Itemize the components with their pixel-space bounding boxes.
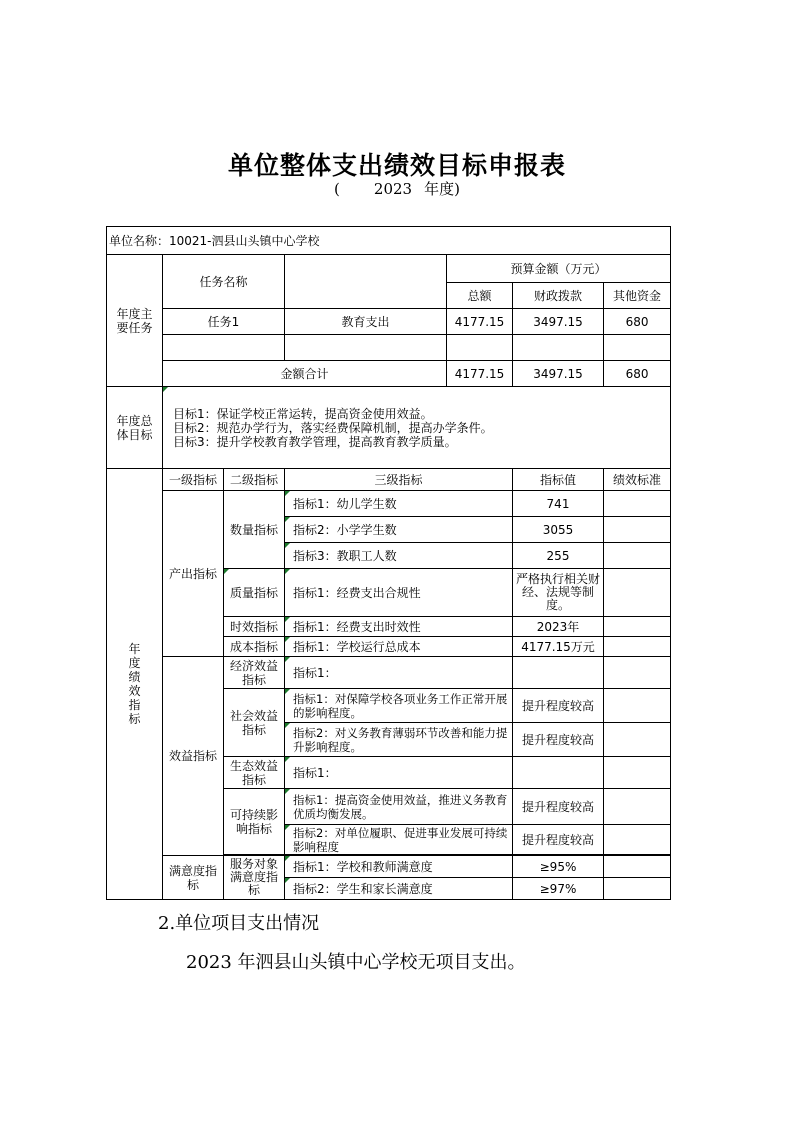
header-level1: 一级指标 <box>163 469 224 491</box>
col-other-header: 其他资金 <box>604 283 671 309</box>
section-heading: 2.单位项目支出情况 <box>158 913 320 934</box>
cost-indicator: 成本指标 <box>224 637 285 657</box>
header-level3: 三级指标 <box>285 469 513 491</box>
annual-task-label <box>107 255 163 387</box>
subtitle-suffix: 年度) <box>424 180 460 198</box>
benefit-indicator: 效益指标 <box>163 657 224 856</box>
output-indicator: 产出指标 <box>163 491 224 657</box>
task-row-name: 任务1 <box>163 309 285 335</box>
task-row-fiscal: 3497.15 <box>513 309 604 335</box>
sum-label: 金额合计 <box>163 361 447 387</box>
empty-task-cell <box>447 335 513 361</box>
indicator-text: 指标2：对单位履职、促进事业发展可持续影响程度 <box>285 825 513 855</box>
indicator-standard <box>604 569 671 617</box>
task-row-content: 教育支出 <box>285 309 447 335</box>
indicator-value <box>513 757 604 789</box>
indicator-value: 4177.15万元 <box>513 637 604 657</box>
empty-task-cell <box>163 335 285 361</box>
indicator-standard <box>604 789 671 825</box>
sustainable-indicator: 可持续影响指标 <box>224 789 285 855</box>
quantity-indicator: 数量指标 <box>224 491 285 569</box>
indicator-text: 指标1： <box>285 757 513 789</box>
indicator-value: 提升程度较高 <box>513 789 604 825</box>
indicator-text: 指标2：小学学生数 <box>285 517 513 543</box>
indicator-text: 指标1：学校运行总成本 <box>285 637 513 657</box>
indicator-standard <box>604 856 671 878</box>
economic-indicator: 经济效益指标 <box>224 657 285 689</box>
indicator-text: 指标2：学生和家长满意度 <box>285 878 513 900</box>
indicator-standard <box>604 723 671 757</box>
social-indicator: 社会效益指标 <box>224 689 285 757</box>
indicator-standard <box>604 517 671 543</box>
task-row-other: 680 <box>604 309 671 335</box>
ecological-indicator: 生态效益指标 <box>224 757 285 789</box>
empty-task-cell <box>513 335 604 361</box>
quality-indicator: 质量指标 <box>224 569 285 617</box>
indicator-value: 严格执行相关财经、法规等制度。 <box>513 569 604 617</box>
indicator-standard <box>604 637 671 657</box>
indicator-text: 指标1：提高资金使用效益，推进义务教育优质均衡发展。 <box>285 789 513 825</box>
annual-goal-content <box>163 387 671 469</box>
indicator-standard <box>604 757 671 789</box>
goal-item: 目标2：规范办学行为，落实经费保障机制，提高办学条件。 <box>173 420 493 435</box>
indicator-text: 指标3：教职工人数 <box>285 543 513 569</box>
indicator-standard <box>604 689 671 723</box>
section-paragraph: 2023 年泗县山头镇中心学校无项目支出。 <box>186 952 526 973</box>
timeliness-indicator: 时效指标 <box>224 617 285 637</box>
annual-goal-label <box>107 387 163 469</box>
header-level2: 二级指标 <box>224 469 285 491</box>
indicator-standard <box>604 543 671 569</box>
indicator-value: ≥97% <box>513 878 604 900</box>
empty-task-cell <box>285 335 447 361</box>
indicator-label-text: 年度绩效指标 <box>128 642 141 726</box>
goal-item: 目标1：保证学校正常运转，提高资金使用效益。 <box>173 406 433 421</box>
indicator-text: 指标1： <box>285 657 513 689</box>
indicator-text: 指标1：经费支出时效性 <box>285 617 513 637</box>
indicator-value: 提升程度较高 <box>513 723 604 757</box>
indicator-text: 指标1：经费支出合规性 <box>285 569 513 617</box>
indicator-standard <box>604 878 671 900</box>
col-fiscal-header: 财政拨款 <box>513 283 604 309</box>
sum-total: 4177.15 <box>447 361 513 387</box>
indicator-text: 指标1：对保障学校各项业务工作正常开展的影响程度。 <box>285 689 513 723</box>
indicator-text: 指标1：学校和教师满意度 <box>285 856 513 878</box>
indicator-value: ≥95% <box>513 856 604 878</box>
page-subtitle <box>0 178 794 199</box>
satisfaction-indicator: 满意度指标 <box>163 856 224 900</box>
performance-form-table <box>106 226 671 900</box>
indicator-value: 741 <box>513 491 604 517</box>
sum-other: 680 <box>604 361 671 387</box>
annual-goal-text: 年度总体目标 <box>116 413 153 442</box>
task-content-header-blank <box>285 255 447 309</box>
indicator-value: 3055 <box>513 517 604 543</box>
header-value: 指标值 <box>513 469 604 491</box>
indicator-value: 255 <box>513 543 604 569</box>
goal-item: 目标3：提升学校教育教学管理，提高教育教学质量。 <box>173 434 457 449</box>
indicator-value: 提升程度较高 <box>513 825 604 855</box>
subtitle-year: 2023 <box>373 180 413 198</box>
indicator-standard <box>604 825 671 855</box>
annual-task-text: 年度主要任务 <box>116 306 153 335</box>
indicator-text: 指标2：对义务教育薄弱环节改善和能力提升影响程度。 <box>285 723 513 757</box>
budget-header: 预算金额（万元） <box>447 255 671 283</box>
unit-name: 单位名称：10021-泗县山头镇中心学校 <box>107 227 671 255</box>
service-satisfaction-indicator: 服务对象满意度指标 <box>224 856 285 900</box>
task-row-total: 4177.15 <box>447 309 513 335</box>
sum-fiscal: 3497.15 <box>513 361 604 387</box>
indicator-value <box>513 657 604 689</box>
indicator-text: 指标1：幼儿学生数 <box>285 491 513 517</box>
indicator-standard <box>604 491 671 517</box>
indicator-standard <box>604 657 671 689</box>
page-title: 单位整体支出绩效目标申报表 <box>227 151 566 180</box>
indicator-standard <box>604 617 671 637</box>
subtitle-paren: ( <box>334 180 340 198</box>
indicator-label <box>107 469 163 900</box>
indicator-value: 提升程度较高 <box>513 689 604 723</box>
col-total-header: 总额 <box>447 283 513 309</box>
indicator-value: 2023年 <box>513 617 604 637</box>
header-standard: 绩效标准 <box>604 469 671 491</box>
empty-task-cell <box>604 335 671 361</box>
task-name-header: 任务名称 <box>163 255 285 309</box>
